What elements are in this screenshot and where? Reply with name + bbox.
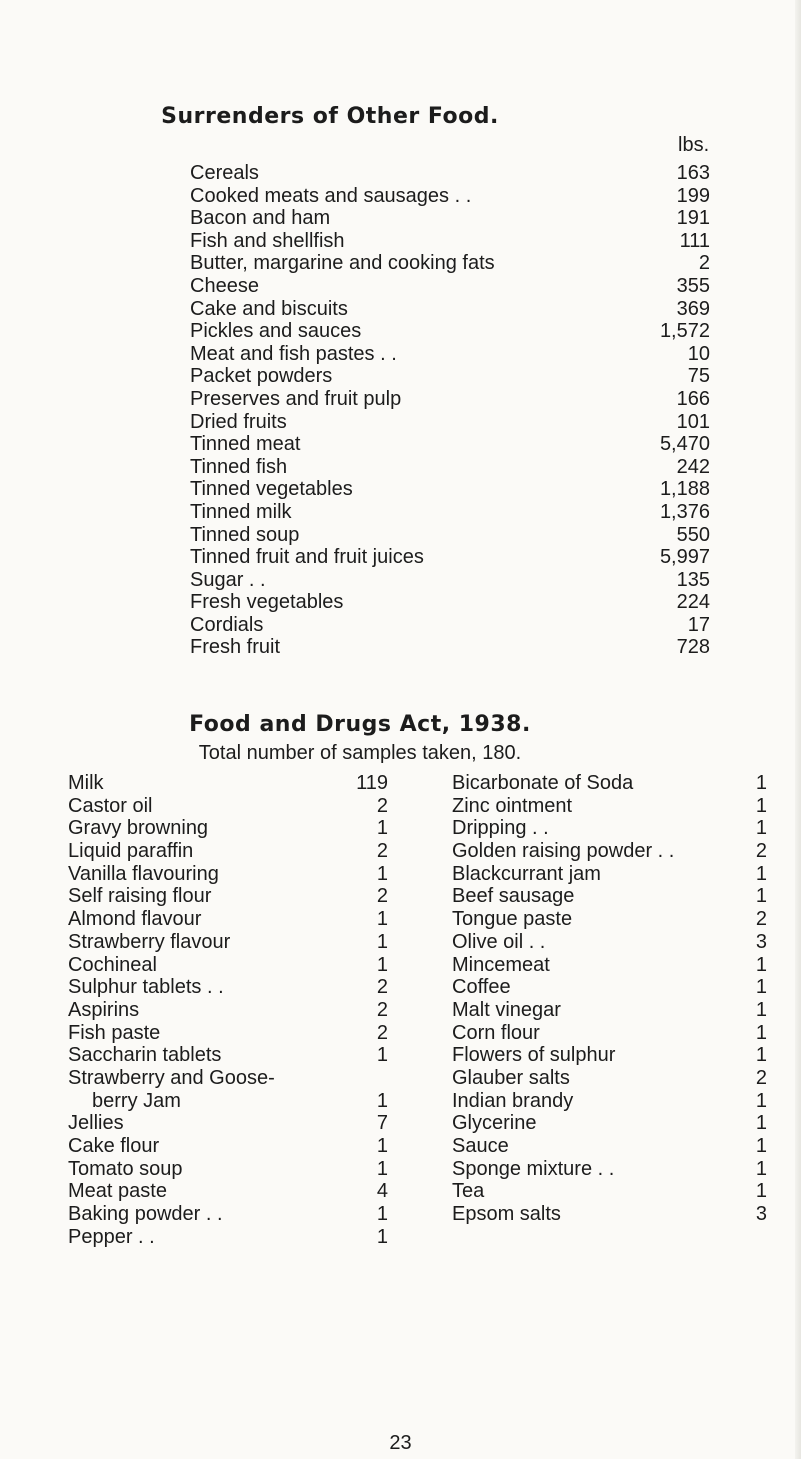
table-row — [452, 1090, 767, 1113]
row-value: 1 — [755, 976, 767, 999]
row-label: Sulphur tablets . . — [68, 976, 224, 999]
row-label: Glauber salts — [452, 1066, 570, 1089]
row-value: 1 — [755, 1089, 767, 1112]
row-label: Tinned milk — [190, 500, 292, 523]
row-value: 1 — [755, 1157, 767, 1180]
table-row — [190, 275, 710, 298]
row-label: Cooked meats and sausages . . — [190, 184, 472, 207]
table-row — [452, 863, 767, 886]
row-value: 199 — [676, 184, 710, 207]
table-row — [190, 636, 710, 659]
row-value: 1 — [376, 817, 388, 840]
row-label: Preserves and fruit pulp — [190, 387, 402, 410]
row-label: Almond flavour — [68, 908, 202, 931]
table-row — [452, 840, 767, 863]
row-value: 1 — [755, 862, 767, 885]
table-row — [452, 999, 767, 1022]
table-row — [190, 162, 710, 185]
row-label: Sauce — [452, 1135, 509, 1157]
row-label: Milk — [68, 772, 104, 794]
row-value: 3 — [755, 1203, 767, 1226]
table-row — [452, 1203, 767, 1226]
row-label: Corn flour — [452, 1021, 540, 1044]
row-value: 5,997 — [659, 546, 710, 569]
table-row — [452, 795, 767, 818]
table-row — [68, 931, 398, 954]
row-label: Meat paste — [68, 1180, 167, 1203]
row-value: 2 — [376, 976, 388, 999]
row-value: 1 — [376, 1044, 388, 1067]
row-label: Tinned soup — [190, 523, 300, 546]
row-value: 2 — [698, 252, 710, 275]
row-label: Blackcurrant jam — [452, 862, 601, 885]
row-value: 1 — [755, 817, 767, 840]
table-row — [452, 976, 767, 999]
table-row — [190, 569, 710, 592]
table-row — [452, 772, 767, 795]
row-value: 1 — [755, 885, 767, 908]
row-label: Zinc ointment — [452, 794, 573, 817]
row-label: Beef sausage — [452, 885, 575, 908]
row-value: 101 — [676, 410, 710, 433]
row-label: Pickles and sauces — [190, 320, 362, 343]
row-value: 135 — [676, 568, 710, 591]
surrenders-title: Surrenders of Other Food. — [161, 104, 499, 129]
row-label: Vanilla flavouring — [68, 862, 219, 885]
table-row — [190, 185, 710, 208]
row-label: Strawberry and Goose- — [68, 1066, 275, 1089]
row-value: 355 — [676, 274, 710, 297]
row-value: 1 — [376, 908, 388, 931]
row-value: 1 — [755, 1180, 767, 1203]
table-row — [68, 976, 398, 999]
row-value: 1,572 — [659, 320, 710, 343]
fda-subtitle: Total number of samples taken, 180. — [198, 742, 522, 764]
row-label: Fresh vegetables — [190, 591, 344, 614]
row-label: Olive oil . . — [452, 930, 546, 953]
row-value: 224 — [676, 591, 710, 614]
row-label: Mincemeat — [452, 953, 550, 976]
row-label: Cheese — [190, 274, 259, 297]
row-label: Gravy browning — [68, 817, 209, 840]
row-label: Fish paste — [68, 1021, 161, 1044]
row-label: Packet powders — [190, 365, 333, 388]
row-label: Cake and biscuits — [190, 297, 348, 320]
table-row — [452, 1044, 767, 1067]
row-label: Dripping . . — [452, 817, 549, 840]
row-label: Fresh fruit — [190, 636, 281, 659]
row-value: 1 — [755, 772, 767, 794]
row-label: Tongue paste — [452, 908, 573, 931]
row-value: 1 — [755, 1044, 767, 1067]
table-row — [68, 1112, 398, 1135]
row-value: 166 — [676, 387, 710, 410]
table-row — [452, 1180, 767, 1203]
row-value: 1 — [755, 1112, 767, 1135]
row-label: Tinned fruit and fruit juices — [190, 546, 424, 569]
row-value: 1 — [755, 794, 767, 817]
row-value: 2 — [376, 998, 388, 1021]
row-label: Bacon and ham — [190, 207, 331, 230]
row-value: 191 — [676, 207, 710, 230]
row-label: Strawberry flavour — [68, 930, 231, 953]
row-label: Tea — [452, 1180, 485, 1203]
table-row — [452, 954, 767, 977]
row-value: 1 — [376, 1203, 388, 1226]
table-row — [452, 817, 767, 840]
row-value: 1 — [376, 1225, 388, 1248]
table-row — [190, 591, 710, 614]
table-row — [452, 908, 767, 931]
table-row — [190, 207, 710, 230]
table-row — [68, 1044, 398, 1067]
row-label: Baking powder . . — [68, 1203, 223, 1226]
table-row — [68, 908, 398, 931]
row-label: Sponge mixture . . — [452, 1157, 615, 1180]
row-value: 2 — [376, 1021, 388, 1044]
row-label: Tinned fish — [190, 455, 288, 478]
table-row — [190, 614, 710, 637]
row-value: 17 — [687, 613, 710, 636]
row-label: Golden raising powder . . — [452, 840, 675, 863]
samples-right-column — [452, 772, 767, 1226]
row-label: Fish and shellfish — [190, 229, 345, 252]
table-row — [452, 1135, 767, 1158]
row-label: Malt vinegar — [452, 998, 561, 1021]
row-value: 119 — [356, 772, 388, 794]
table-row — [190, 524, 710, 547]
table-row — [68, 1090, 398, 1113]
table-row — [68, 885, 398, 908]
row-label: Pepper . . — [68, 1225, 155, 1248]
row-value: 75 — [687, 365, 710, 388]
row-value: 1 — [376, 1157, 388, 1180]
table-row — [68, 863, 398, 886]
table-row — [68, 1135, 398, 1158]
table-row — [68, 1022, 398, 1045]
table-row — [68, 817, 398, 840]
row-value: 1 — [376, 862, 388, 885]
row-value: 550 — [676, 523, 710, 546]
row-value: 1 — [376, 953, 388, 976]
row-value: 1 — [755, 1135, 767, 1157]
table-row — [452, 1067, 767, 1090]
row-label: Glycerine — [452, 1112, 537, 1135]
table-row — [68, 1226, 398, 1249]
table-row — [190, 320, 710, 343]
row-value: 7 — [376, 1112, 388, 1135]
table-row — [68, 795, 398, 818]
row-value: 5,470 — [659, 433, 710, 456]
row-label: Coffee — [452, 976, 511, 999]
row-value: 3 — [755, 930, 767, 953]
table-row — [68, 999, 398, 1022]
row-label: Flowers of sulphur — [452, 1044, 616, 1067]
table-row — [452, 1158, 767, 1181]
row-label: Butter, margarine and cooking fats — [190, 252, 495, 275]
row-value: 1 — [755, 953, 767, 976]
row-value: 1 — [755, 998, 767, 1021]
row-value: 1 — [755, 1021, 767, 1044]
surrenders-table — [190, 162, 710, 659]
table-row — [68, 772, 398, 795]
row-label: Bicarbonate of Soda — [452, 772, 634, 794]
row-label: Indian brandy — [452, 1089, 574, 1112]
row-value: 2 — [755, 1066, 767, 1089]
row-label: Cake flour — [68, 1135, 160, 1157]
row-label: Sugar . . — [190, 568, 266, 591]
row-value: 1,188 — [659, 478, 710, 501]
table-row — [190, 388, 710, 411]
row-value: 1 — [376, 1089, 388, 1112]
row-value: 2 — [376, 794, 388, 817]
row-label: Tinned meat — [190, 433, 301, 456]
table-row — [68, 954, 398, 977]
row-label: Meat and fish pastes . . — [190, 342, 397, 365]
row-value: 2 — [376, 840, 388, 863]
page-number: 23 — [389, 1432, 412, 1454]
table-row — [68, 1158, 398, 1181]
table-row — [190, 230, 710, 253]
row-label: Aspirins — [68, 998, 140, 1021]
table-row — [190, 478, 710, 501]
row-label: Jellies — [68, 1112, 124, 1135]
row-label: berry Jam — [92, 1089, 181, 1112]
table-row — [452, 1022, 767, 1045]
table-row — [190, 411, 710, 434]
page-edge — [795, 0, 801, 1459]
row-value: 2 — [376, 885, 388, 908]
row-value: 369 — [676, 297, 710, 320]
table-row — [68, 1067, 398, 1090]
table-row — [190, 252, 710, 275]
row-value: 1 — [376, 930, 388, 953]
table-row — [190, 501, 710, 524]
row-value: 111 — [679, 229, 710, 252]
table-row — [190, 343, 710, 366]
row-value: 2 — [755, 840, 767, 863]
row-value: 10 — [687, 342, 710, 365]
table-row — [68, 1203, 398, 1226]
fda-title: Food and Drugs Act, 1938. — [189, 712, 531, 737]
table-row — [452, 1112, 767, 1135]
row-label: Cochineal — [68, 953, 157, 976]
row-label: Epsom salts — [452, 1203, 561, 1226]
table-row — [190, 433, 710, 456]
row-label: Cordials — [190, 613, 264, 636]
row-value: 2 — [755, 908, 767, 931]
row-value: 728 — [676, 636, 710, 659]
table-row — [452, 885, 767, 908]
table-row — [68, 840, 398, 863]
table-row — [190, 298, 710, 321]
row-value: 1,376 — [659, 500, 710, 523]
row-value: 163 — [676, 162, 710, 184]
table-row — [190, 546, 710, 569]
row-value: 1 — [376, 1135, 388, 1157]
row-value: 242 — [676, 455, 710, 478]
table-row — [190, 365, 710, 388]
table-row — [68, 1180, 398, 1203]
row-label: Liquid paraffin — [68, 840, 194, 863]
row-label: Tinned vegetables — [190, 478, 353, 501]
row-label: Tomato soup — [68, 1157, 183, 1180]
row-label: Saccharin tablets — [68, 1044, 222, 1067]
row-label: Self raising flour — [68, 885, 212, 908]
row-label: Dried fruits — [190, 410, 287, 433]
row-label: Castor oil — [68, 794, 153, 817]
samples-left-column — [68, 772, 398, 1248]
unit-header: lbs. — [678, 134, 710, 156]
row-value: 4 — [376, 1180, 388, 1203]
table-row — [190, 456, 710, 479]
row-label: Cereals — [190, 162, 259, 184]
table-row — [452, 931, 767, 954]
